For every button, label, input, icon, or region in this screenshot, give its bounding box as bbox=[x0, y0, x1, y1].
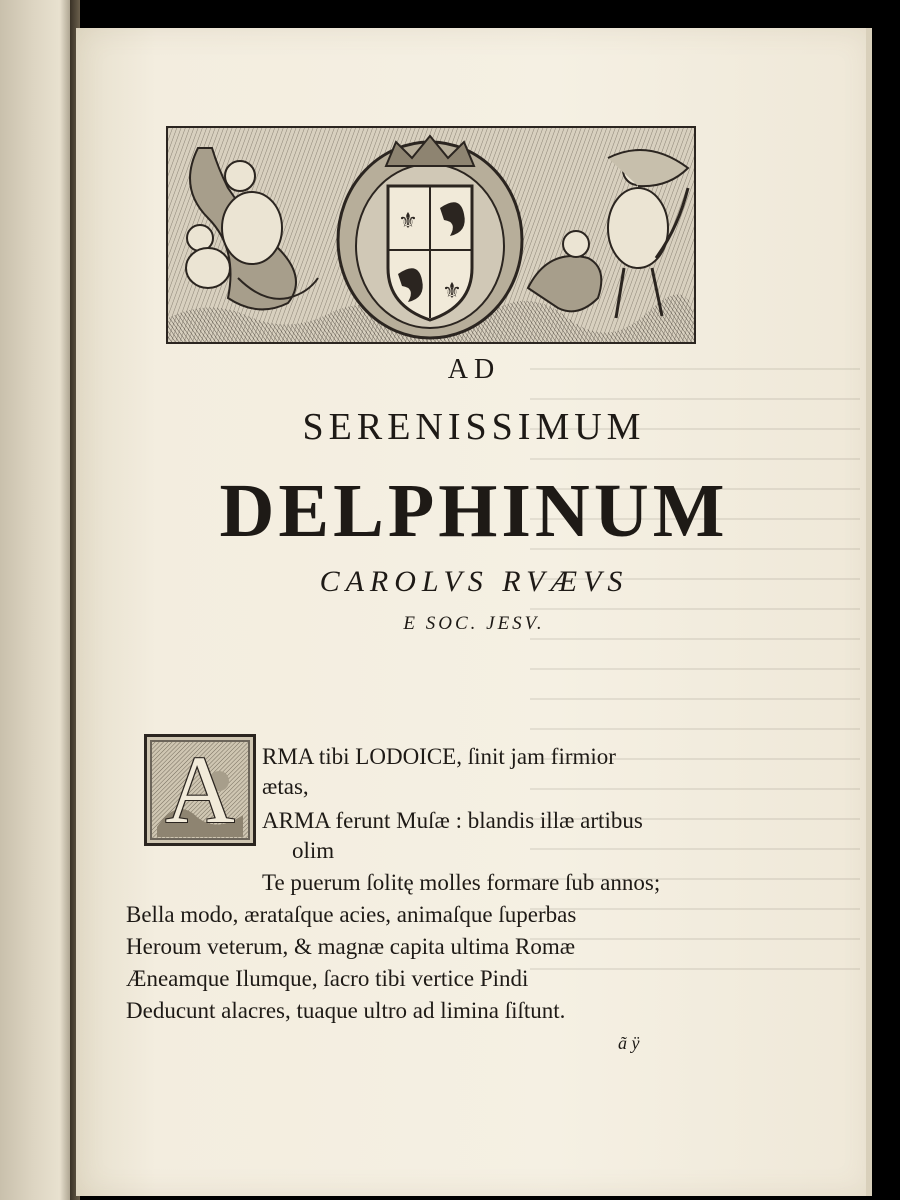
svg-text:⚜: ⚜ bbox=[442, 279, 462, 304]
verse-line: ætas, bbox=[262, 774, 309, 799]
author-society: E SOC. JESV. bbox=[403, 613, 545, 634]
verse-block bbox=[76, 28, 872, 1196]
verse-line: Bella modo, ærataſque acies, animaſque ſuperbas bbox=[126, 902, 577, 927]
verse-line: Deducunt alacres, tuaque ultro ad limina ſiſtunt. bbox=[126, 998, 566, 1023]
verse-line: RMA tibi LODOICE, ſinit jam firmior bbox=[262, 744, 616, 769]
svg-text:⚜: ⚜ bbox=[398, 209, 418, 234]
signature-mark: ã ÿ bbox=[618, 1033, 640, 1053]
initial-letter: A bbox=[165, 736, 235, 843]
book-page bbox=[76, 28, 872, 1196]
verse-line: Te puerum ſolitę molles formare ſub annos; bbox=[262, 870, 661, 895]
verse-line: olim bbox=[292, 838, 335, 863]
heading-ad: AD bbox=[447, 354, 501, 385]
heading-delphinum: DELPHINUM bbox=[219, 469, 729, 553]
verse-line: ARMA ferunt Muſæ : blandis illæ artibus bbox=[262, 808, 643, 833]
verse-line: Heroum veterum, & magnæ capita ultima Romæ bbox=[126, 934, 576, 959]
author-name: CAROLVS RVÆVS bbox=[319, 565, 629, 598]
heading-serenissimum: SERENISSIMUM bbox=[302, 406, 646, 448]
verse-line: Æneamque Ilumque, ſacro tibi vertice Pindi bbox=[126, 966, 529, 991]
